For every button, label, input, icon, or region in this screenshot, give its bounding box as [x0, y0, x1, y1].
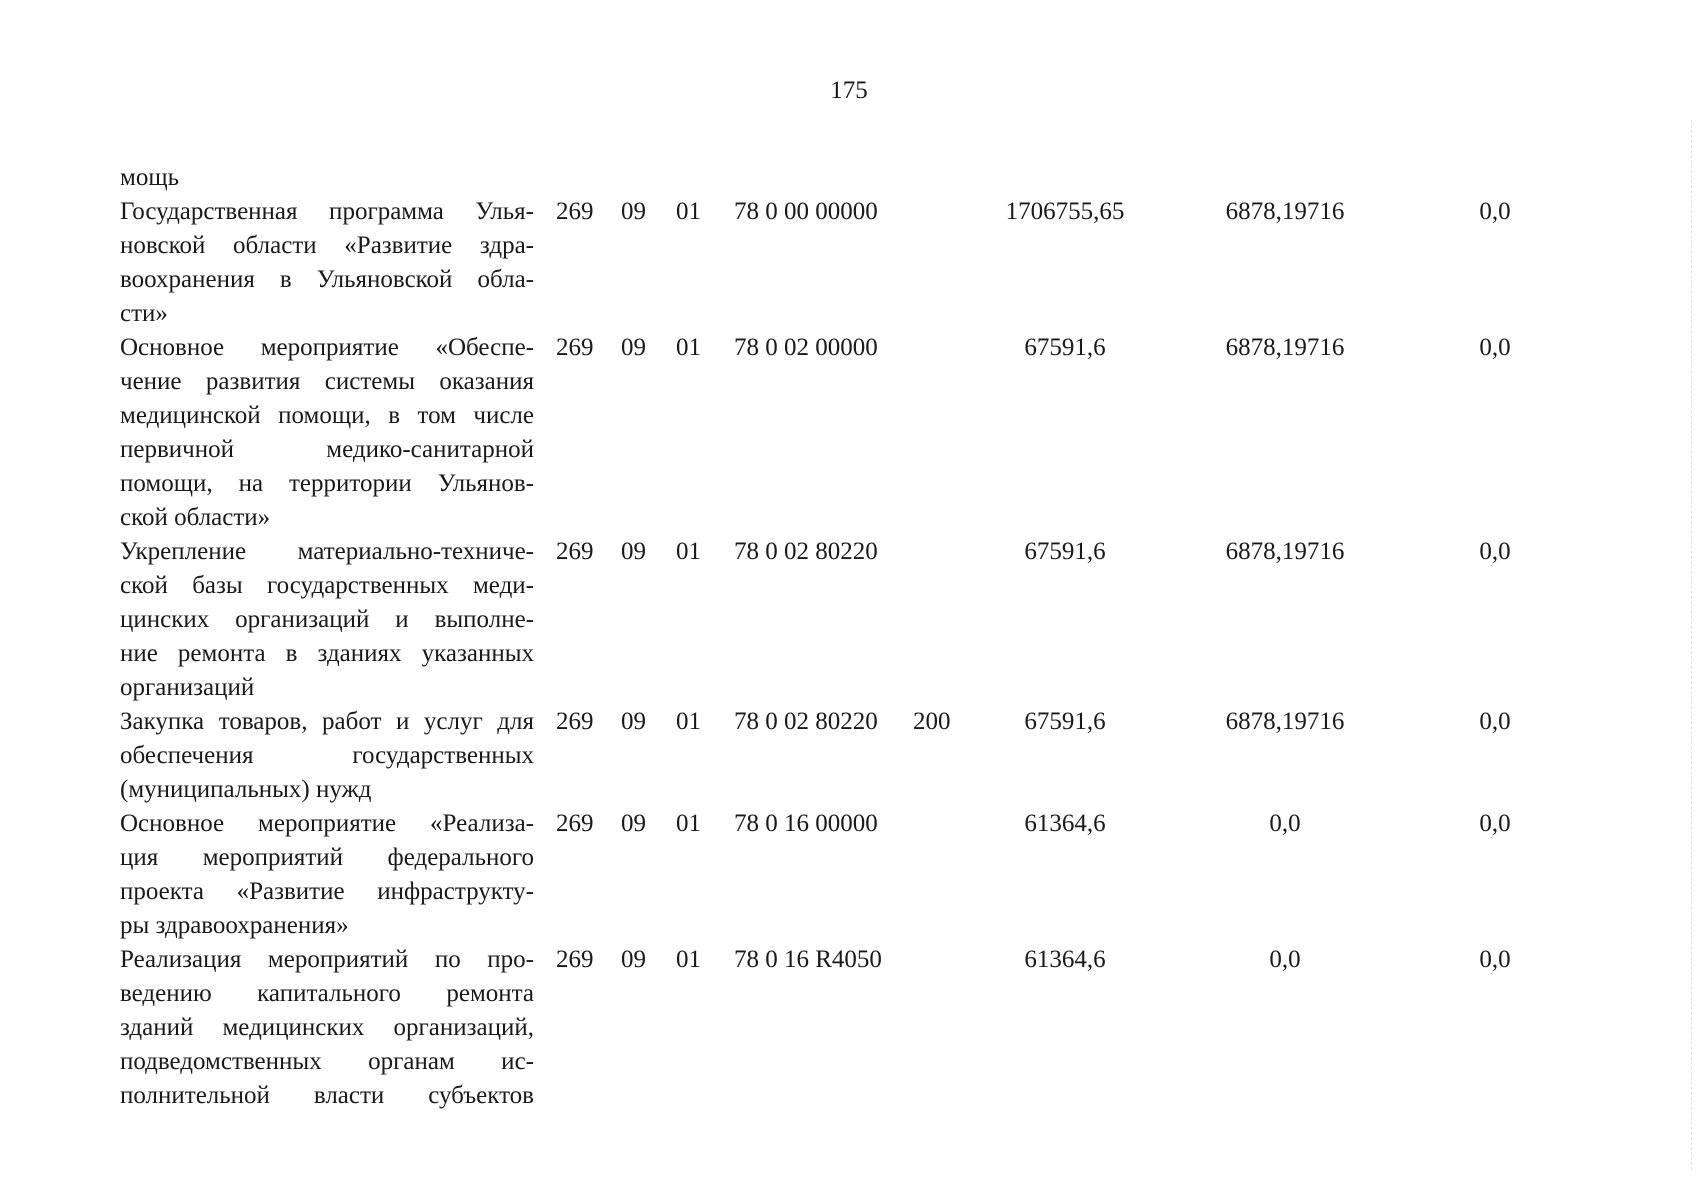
description-line: зданий медицинских организаций, [120, 1014, 534, 1041]
subsection-code: 01 [676, 946, 701, 973]
amount-1: 1706755,65 [1005, 198, 1125, 225]
description-line: организаций [120, 674, 255, 701]
description-line: ской области» [120, 504, 271, 531]
description-line: воохранения в Ульяновской обла- [120, 266, 534, 293]
description-line: проекта «Развитие инфраструкту- [120, 878, 534, 905]
row-description [120, 807, 534, 943]
row-description [120, 943, 534, 1113]
page-number: 175 [830, 77, 868, 104]
amount-3: 0,0 [1479, 708, 1511, 735]
description-line: сти» [120, 300, 168, 327]
description-line: (муниципальных) нужд [120, 776, 372, 803]
amount-1: 67591,6 [1024, 538, 1106, 565]
description-line: ция мероприятий федерального [120, 844, 534, 871]
description-line: ской базы государственных меди- [120, 572, 534, 599]
amount-3: 0,0 [1479, 334, 1511, 361]
row-description [120, 535, 534, 705]
description-line: Реализация мероприятий по про- [120, 946, 534, 973]
target-article-code: 78 0 00 00000 [734, 198, 878, 225]
amount-2: 6878,19716 [1225, 334, 1345, 361]
description-line: Государственная программа Улья- [120, 198, 534, 225]
grbs-code: 269 [556, 708, 594, 735]
amount-1: 61364,6 [1024, 810, 1106, 837]
row-description [120, 705, 534, 807]
grbs-code: 269 [556, 946, 594, 973]
section-code: 09 [621, 946, 646, 973]
amount-2: 6878,19716 [1225, 708, 1345, 735]
description-line: Закупка товаров, работ и услуг для [120, 708, 534, 735]
continuation-text: мощь [120, 164, 179, 191]
target-article-code: 78 0 16 00000 [734, 810, 878, 837]
section-code: 09 [621, 810, 646, 837]
table-row [0, 807, 1698, 943]
grbs-code: 269 [556, 810, 594, 837]
description-line: обеспечения государственных [120, 742, 534, 769]
subsection-code: 01 [676, 198, 701, 225]
description-line: цинских организаций и выполне- [120, 606, 534, 633]
amount-2: 6878,19716 [1225, 198, 1345, 225]
target-article-code: 78 0 02 80220 [734, 708, 878, 735]
target-article-code: 78 0 16 R4050 [734, 946, 882, 973]
description-line: Основное мероприятие «Реализа- [120, 810, 534, 837]
description-line: ры здравоохранения» [120, 912, 349, 939]
subsection-code: 01 [676, 810, 701, 837]
description-line: ведению капитального ремонта [120, 980, 534, 1007]
grbs-code: 269 [556, 334, 594, 361]
amount-1: 67591,6 [1024, 334, 1106, 361]
target-article-code: 78 0 02 80220 [734, 538, 878, 565]
section-code: 09 [621, 198, 646, 225]
section-code: 09 [621, 708, 646, 735]
amount-3: 0,0 [1479, 946, 1511, 973]
description-line: подведомственных органам ис- [120, 1048, 534, 1075]
section-code: 09 [621, 334, 646, 361]
continuation-row [0, 161, 1698, 195]
description-line: помощи, на территории Ульянов- [120, 470, 534, 497]
description-line: медицинской помощи, в том числе [120, 402, 534, 429]
amount-1: 61364,6 [1024, 946, 1106, 973]
table-row [0, 943, 1698, 1113]
expense-type-code: 200 [913, 708, 951, 735]
table-row [0, 705, 1698, 807]
target-article-code: 78 0 02 00000 [734, 334, 878, 361]
amount-3: 0,0 [1479, 538, 1511, 565]
subsection-code: 01 [676, 334, 701, 361]
description-line: первичной медико-санитарной [120, 436, 534, 463]
row-description [120, 195, 534, 331]
page-edge-shadow [1691, 120, 1692, 1170]
subsection-code: 01 [676, 708, 701, 735]
budget-table [0, 161, 1698, 1113]
amount-1: 67591,6 [1024, 708, 1106, 735]
description-line: полнительной власти субъектов [120, 1082, 534, 1109]
amount-2: 6878,19716 [1225, 538, 1345, 565]
subsection-code: 01 [676, 538, 701, 565]
row-description [120, 331, 534, 535]
description-line: Основное мероприятие «Обеспе- [120, 334, 534, 361]
amount-3: 0,0 [1479, 198, 1511, 225]
table-row [0, 331, 1698, 535]
grbs-code: 269 [556, 538, 594, 565]
table-row [0, 535, 1698, 705]
description-line: новской области «Развитие здра- [120, 232, 534, 259]
amount-2: 0,0 [1269, 810, 1301, 837]
table-row [0, 195, 1698, 331]
section-code: 09 [621, 538, 646, 565]
amount-2: 0,0 [1269, 946, 1301, 973]
description-line: Укрепление материально-техниче- [120, 538, 534, 565]
grbs-code: 269 [556, 198, 594, 225]
amount-3: 0,0 [1479, 810, 1511, 837]
description-line: ние ремонта в зданиях указанных [120, 640, 534, 667]
description-line: чение развития системы оказания [120, 368, 534, 395]
table-rows [0, 195, 1698, 1113]
